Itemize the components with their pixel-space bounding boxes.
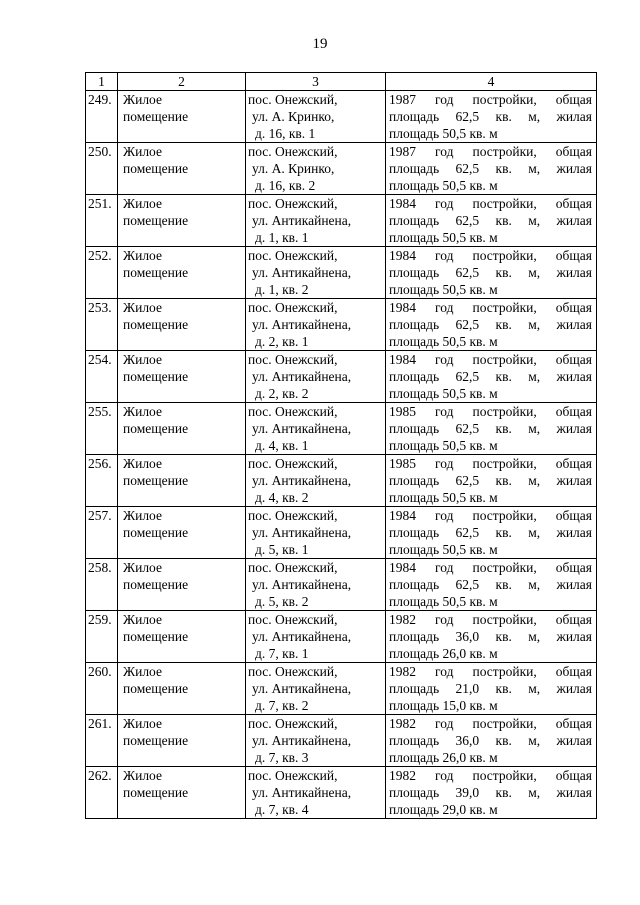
address-house: д. 4, кв. 1 <box>255 438 309 453</box>
address-settlement: пос. Онежский, <box>248 768 338 783</box>
property-description <box>386 247 597 299</box>
property-type-line: Жилое <box>123 716 162 731</box>
description-line: площадь 62,5 кв. м, жилая <box>389 161 592 176</box>
property-type-line: Жилое <box>123 404 162 419</box>
row-number: 252. <box>86 247 118 299</box>
address-settlement: пос. Онежский, <box>248 404 338 419</box>
property-description <box>386 455 597 507</box>
property-type <box>118 455 246 507</box>
property-type-line: помещение <box>123 109 189 124</box>
description-line: 1982 год постройки, общая <box>389 664 592 679</box>
description-line: площадь 50,5 кв. м <box>389 438 498 453</box>
property-address <box>246 403 386 455</box>
property-type <box>118 247 246 299</box>
description-line: площадь 50,5 кв. м <box>389 178 498 193</box>
property-type <box>118 611 246 663</box>
description-line: площадь 36,0 кв. м, жилая <box>389 629 592 644</box>
description-line: площадь 50,5 кв. м <box>389 542 498 557</box>
description-line: площадь 21,0 кв. м, жилая <box>389 681 592 696</box>
table-row <box>86 403 597 455</box>
description-line: 1985 год постройки, общая <box>389 404 592 419</box>
page-number: 19 <box>312 36 328 52</box>
address-street: ул. Антикайнена, <box>252 681 352 696</box>
address-settlement: пос. Онежский, <box>248 612 338 627</box>
property-type <box>118 195 246 247</box>
address-house: д. 5, кв. 2 <box>255 594 309 609</box>
property-type-line: помещение <box>123 317 189 332</box>
row-number: 261. <box>86 715 118 767</box>
property-type <box>118 767 246 819</box>
address-house: д. 1, кв. 2 <box>255 282 309 297</box>
property-type <box>118 91 246 143</box>
description-line: 1984 год постройки, общая <box>389 508 592 523</box>
property-address <box>246 715 386 767</box>
description-line: площадь 62,5 кв. м, жилая <box>389 265 592 280</box>
property-type-line: Жилое <box>123 508 162 523</box>
row-number: 254. <box>86 351 118 403</box>
address-house: д. 4, кв. 2 <box>255 490 309 505</box>
address-settlement: пос. Онежский, <box>248 664 338 679</box>
table-row <box>86 91 597 143</box>
property-type <box>118 299 246 351</box>
address-settlement: пос. Онежский, <box>248 196 338 211</box>
address-house: д. 2, кв. 1 <box>255 334 309 349</box>
row-number: 259. <box>86 611 118 663</box>
table-row <box>86 143 597 195</box>
property-type-line: помещение <box>123 473 189 488</box>
description-line: площадь 36,0 кв. м, жилая <box>389 733 592 748</box>
table-row <box>86 611 597 663</box>
property-description <box>386 715 597 767</box>
property-type-line: Жилое <box>123 664 162 679</box>
address-house: д. 5, кв. 1 <box>255 542 309 557</box>
table-row <box>86 507 597 559</box>
property-description <box>386 91 597 143</box>
description-line: площадь 50,5 кв. м <box>389 282 498 297</box>
description-line: площадь 50,5 кв. м <box>389 594 498 609</box>
property-type-line: помещение <box>123 785 189 800</box>
description-line: 1982 год постройки, общая <box>389 716 592 731</box>
header-col-2: 2 <box>118 73 246 91</box>
table-row <box>86 299 597 351</box>
description-line: площадь 50,5 кв. м <box>389 230 498 245</box>
address-settlement: пос. Онежский, <box>248 248 338 263</box>
row-number: 257. <box>86 507 118 559</box>
property-description <box>386 611 597 663</box>
description-line: 1985 год постройки, общая <box>389 456 592 471</box>
table-row <box>86 351 597 403</box>
description-line: 1987 год постройки, общая <box>389 144 592 159</box>
description-line: 1984 год постройки, общая <box>389 196 592 211</box>
description-line: площадь 62,5 кв. м, жилая <box>389 369 592 384</box>
header-col-1: 1 <box>86 73 118 91</box>
property-type-line: Жилое <box>123 560 162 575</box>
property-type-line: Жилое <box>123 300 162 315</box>
property-address <box>246 455 386 507</box>
address-settlement: пос. Онежский, <box>248 716 338 731</box>
property-address <box>246 507 386 559</box>
address-street: ул. Антикайнена, <box>252 317 352 332</box>
address-house: д. 2, кв. 2 <box>255 386 309 401</box>
address-street: ул. Антикайнена, <box>252 525 352 540</box>
property-address <box>246 559 386 611</box>
property-type <box>118 507 246 559</box>
table-row <box>86 195 597 247</box>
description-line: 1984 год постройки, общая <box>389 300 592 315</box>
description-line: площадь 15,0 кв. м <box>389 698 498 713</box>
property-address <box>246 299 386 351</box>
property-type-line: Жилое <box>123 612 162 627</box>
property-type <box>118 403 246 455</box>
address-street: ул. Антикайнена, <box>252 733 352 748</box>
table-row <box>86 663 597 715</box>
property-type-line: Жилое <box>123 352 162 367</box>
property-address <box>246 247 386 299</box>
address-settlement: пос. Онежский, <box>248 456 338 471</box>
table-header-row <box>86 73 597 91</box>
property-description <box>386 351 597 403</box>
address-street: ул. Антикайнена, <box>252 473 352 488</box>
property-type <box>118 559 246 611</box>
property-address <box>246 143 386 195</box>
property-address <box>246 91 386 143</box>
property-address <box>246 195 386 247</box>
description-line: площадь 39,0 кв. м, жилая <box>389 785 592 800</box>
address-house: д. 7, кв. 4 <box>255 802 309 817</box>
property-description <box>386 507 597 559</box>
address-house: д. 16, кв. 2 <box>255 178 316 193</box>
row-number: 258. <box>86 559 118 611</box>
property-address <box>246 663 386 715</box>
row-number: 262. <box>86 767 118 819</box>
description-line: площадь 62,5 кв. м, жилая <box>389 317 592 332</box>
description-line: площадь 62,5 кв. м, жилая <box>389 421 592 436</box>
property-description <box>386 195 597 247</box>
property-type <box>118 663 246 715</box>
property-description <box>386 299 597 351</box>
address-settlement: пос. Онежский, <box>248 560 338 575</box>
header-col-4: 4 <box>386 73 597 91</box>
address-street: ул. Антикайнена, <box>252 369 352 384</box>
table-row <box>86 559 597 611</box>
address-house: д. 7, кв. 2 <box>255 698 309 713</box>
table-body <box>86 73 597 819</box>
row-number: 256. <box>86 455 118 507</box>
property-description <box>386 559 597 611</box>
header-col-3: 3 <box>246 73 386 91</box>
property-type-line: помещение <box>123 369 189 384</box>
address-settlement: пос. Онежский, <box>248 352 338 367</box>
property-type-line: помещение <box>123 733 189 748</box>
property-description <box>386 767 597 819</box>
description-line: 1984 год постройки, общая <box>389 560 592 575</box>
description-line: площадь 62,5 кв. м, жилая <box>389 577 592 592</box>
property-description <box>386 403 597 455</box>
description-line: площадь 50,5 кв. м <box>389 126 498 141</box>
row-number: 255. <box>86 403 118 455</box>
property-type-line: Жилое <box>123 768 162 783</box>
property-table <box>85 72 597 819</box>
property-type-line: Жилое <box>123 196 162 211</box>
description-line: 1987 год постройки, общая <box>389 92 592 107</box>
property-type <box>118 143 246 195</box>
description-line: площадь 62,5 кв. м, жилая <box>389 213 592 228</box>
property-address <box>246 767 386 819</box>
property-type-line: Жилое <box>123 144 162 159</box>
address-street: ул. Антикайнена, <box>252 213 352 228</box>
property-type-line: помещение <box>123 265 189 280</box>
property-type-line: помещение <box>123 629 189 644</box>
property-description <box>386 663 597 715</box>
table-row <box>86 247 597 299</box>
address-settlement: пос. Онежский, <box>248 300 338 315</box>
description-line: площадь 62,5 кв. м, жилая <box>389 109 592 124</box>
description-line: площадь 26,0 кв. м <box>389 646 498 661</box>
description-line: площадь 29,0 кв. м <box>389 802 498 817</box>
table-row <box>86 767 597 819</box>
property-type-line: помещение <box>123 213 189 228</box>
address-house: д. 7, кв. 1 <box>255 646 309 661</box>
address-settlement: пос. Онежский, <box>248 92 338 107</box>
address-street: ул. Антикайнена, <box>252 629 352 644</box>
description-line: площадь 62,5 кв. м, жилая <box>389 525 592 540</box>
property-type <box>118 351 246 403</box>
description-line: площадь 50,5 кв. м <box>389 386 498 401</box>
address-street: ул. Антикайнена, <box>252 265 352 280</box>
address-settlement: пос. Онежский, <box>248 508 338 523</box>
address-street: ул. Антикайнена, <box>252 785 352 800</box>
property-address <box>246 611 386 663</box>
property-type-line: помещение <box>123 161 189 176</box>
property-type-line: помещение <box>123 577 189 592</box>
address-house: д. 1, кв. 1 <box>255 230 309 245</box>
property-description <box>386 143 597 195</box>
property-type-line: помещение <box>123 525 189 540</box>
address-house: д. 16, кв. 1 <box>255 126 316 141</box>
row-number: 249. <box>86 91 118 143</box>
description-line: площадь 50,5 кв. м <box>389 334 498 349</box>
address-settlement: пос. Онежский, <box>248 144 338 159</box>
table-row <box>86 455 597 507</box>
property-type-line: помещение <box>123 681 189 696</box>
description-line: 1984 год постройки, общая <box>389 248 592 263</box>
description-line: площадь 26,0 кв. м <box>389 750 498 765</box>
row-number: 250. <box>86 143 118 195</box>
property-type-line: Жилое <box>123 92 162 107</box>
address-street: ул. Антикайнена, <box>252 421 352 436</box>
description-line: 1984 год постройки, общая <box>389 352 592 367</box>
property-type-line: помещение <box>123 421 189 436</box>
row-number: 253. <box>86 299 118 351</box>
address-street: ул. А. Кринко, <box>252 109 335 124</box>
property-type <box>118 715 246 767</box>
address-street: ул. А. Кринко, <box>252 161 335 176</box>
address-street: ул. Антикайнена, <box>252 577 352 592</box>
description-line: площадь 50,5 кв. м <box>389 490 498 505</box>
row-number: 260. <box>86 663 118 715</box>
description-line: 1982 год постройки, общая <box>389 768 592 783</box>
property-type-line: Жилое <box>123 248 162 263</box>
property-address <box>246 351 386 403</box>
property-type-line: Жилое <box>123 456 162 471</box>
description-line: 1982 год постройки, общая <box>389 612 592 627</box>
row-number: 251. <box>86 195 118 247</box>
address-house: д. 7, кв. 3 <box>255 750 309 765</box>
table-row <box>86 715 597 767</box>
description-line: площадь 62,5 кв. м, жилая <box>389 473 592 488</box>
